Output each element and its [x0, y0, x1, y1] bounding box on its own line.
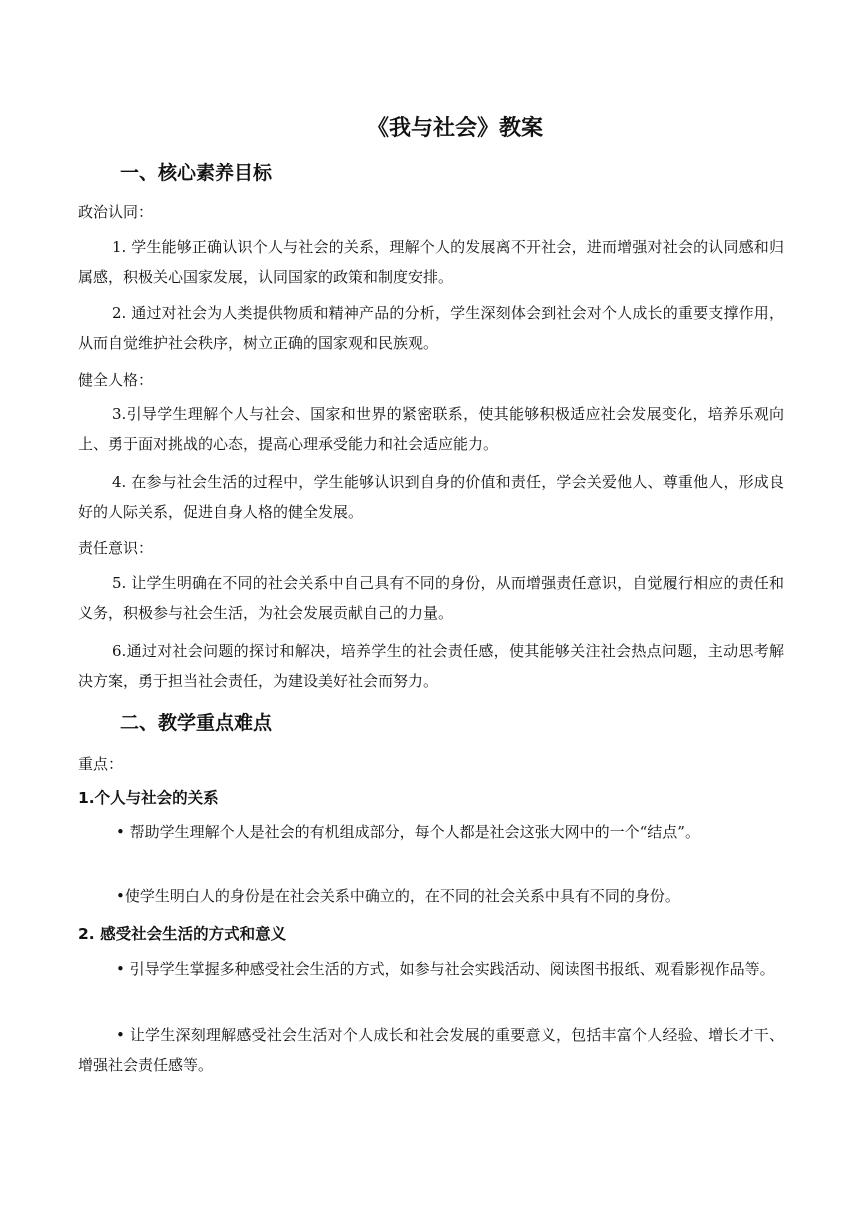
- goal-item-6: 6.通过对社会问题的探讨和解决，培养学生的社会责任感，使其能够关注社会热点问题，主动思考解决方案，勇于担当社会责任，为建设美好社会而努力。: [78, 642, 784, 690]
- group-label-political: 政治认同：: [78, 203, 154, 221]
- topic-1-bullet-2: •使学生明白人的身份是在社会关系中确立的，在不同的社会关系中具有不同的身份。: [116, 887, 680, 905]
- topic-1-bullet-1: • 帮助学生理解个人是社会的有机组成部分，每个人都是社会这张大网中的一个“结点”。: [116, 823, 700, 841]
- section-heading-core-goals: 一、核心素养目标: [120, 162, 273, 184]
- goal-item-5: 5. 让学生明确在不同的社会关系中自己具有不同的身份，从而增强责任意识，自觉履行相应的责任和义务，积极参与社会生活，为社会发展贡献自己的力量。: [78, 574, 784, 622]
- topic-heading-individual-society: 1.个人与社会的关系: [78, 789, 219, 807]
- key-points-label: 重点：: [78, 755, 124, 773]
- topic-heading-social-life: 2. 感受社会生活的方式和意义: [78, 925, 287, 943]
- document-title: 《我与社会》教案: [366, 116, 543, 141]
- goal-item-4: 4. 在参与社会生活的过程中，学生能够认识到自身的价值和责任，学会关爱他人、尊重他人，形成良好的人际关系，促进自身人格的健全发展。: [78, 473, 784, 521]
- group-label-responsibility: 责任意识：: [78, 539, 154, 557]
- goal-item-1: 1. 学生能够正确认识个人与社会的关系，理解个人的发展离不开社会，进而增强对社会的认同感和归属感，积极关心国家发展，认同国家的政策和制度安排。: [78, 238, 784, 286]
- topic-2-bullet-1: • 引导学生掌握多种感受社会生活的方式，如参与社会实践活动、阅读图书报纸、观看影视作品等。: [116, 960, 775, 978]
- section-heading-key-points: 二、教学重点难点: [120, 712, 273, 734]
- group-label-personality: 健全人格：: [78, 371, 154, 389]
- goal-item-2: 2. 通过对社会为人类提供物质和精神产品的分析，学生深刻体会到社会对个人成长的重要支撑作用，从而自觉维护社会秩序，树立正确的国家观和民族观。: [78, 304, 784, 352]
- goal-item-3: 3.引导学生理解个人与社会、国家和世界的紧密联系，使其能够积极适应社会发展变化，培养乐观向上、勇于面对挑战的心态，提高心理承受能力和社会适应能力。: [78, 405, 784, 453]
- topic-2-bullet-2: • 让学生深刻理解感受社会生活对个人成长和社会发展的重要意义，包括丰富个人经验、增长才干、增强社会责任感等。: [78, 1026, 784, 1074]
